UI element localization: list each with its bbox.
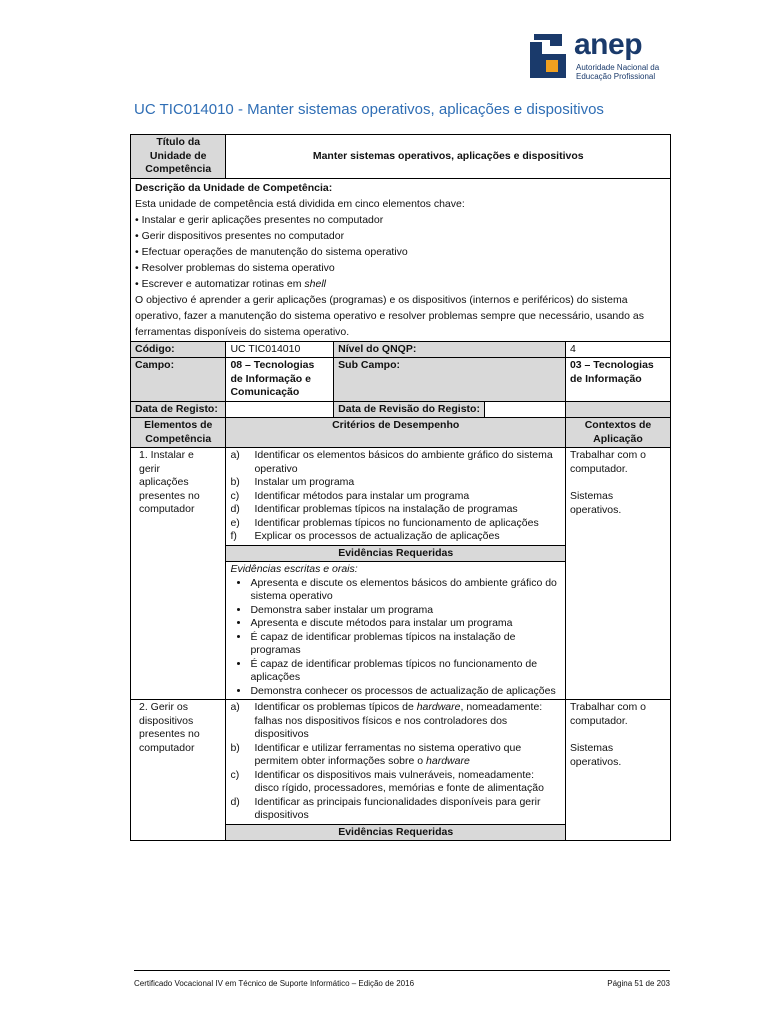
description-intro: Esta unidade de competência está dividida em cinco elementos chave: xyxy=(135,197,465,210)
footer-left: Certificado Vocacional IV em Técnico de Suporte Informático – Edição de 2016 xyxy=(134,979,415,988)
codigo-label: Código: xyxy=(131,341,226,358)
evidence-item: • Demonstra saber instalar um programa xyxy=(250,604,560,618)
key-element: • Gerir dispositivos presentes no computador xyxy=(135,229,345,242)
subcampo-value: 03 – Tecnologias de Informação xyxy=(565,358,670,402)
page-number: Página 51 de 203 xyxy=(607,979,670,988)
criterion: c) Identificar métodos para instalar um programa xyxy=(230,489,470,502)
campo-label: Campo: xyxy=(131,358,226,402)
data-registo-value xyxy=(226,401,334,418)
footer-divider xyxy=(134,970,670,971)
key-element: • Escrever e automatizar rotinas em shell xyxy=(135,277,327,290)
evidence-item: • Apresenta e discute métodos para instalar um programa xyxy=(250,617,560,631)
title-label: Título da Unidade de Competência xyxy=(131,135,226,179)
description-heading: Descrição da Unidade de Competência: xyxy=(135,181,333,194)
criterion: f) Explicar os processos de actualização de aplicações xyxy=(230,530,500,542)
element-2-contexts: Trabalhar com o computador. Sistemas operativos. xyxy=(565,700,670,841)
element-1-contexts: Trabalhar com o computador. Sistemas operativos. xyxy=(565,448,670,700)
key-element: • Efectuar operações de manutenção do sistema operativo xyxy=(135,245,408,258)
col-contextos: Contextos de Aplicação xyxy=(565,418,670,448)
element-2-criteria xyxy=(226,700,565,825)
element-1-label: 1. Instalar e gerir aplicações presentes no computador xyxy=(131,448,226,700)
key-element: • Instalar e gerir aplicações presentes no computador xyxy=(135,213,384,226)
subcampo-label: Sub Campo: xyxy=(334,358,566,402)
key-element: • Resolver problemas do sistema operativo xyxy=(135,261,335,274)
objective-text: O objectivo é aprender a gerir aplicações (programas) e os dispositivos (internos e periféricos) do sistema operativo, fazer a manutenção do sistema operativo e resolver problemas sempre que necessário, usando as ferramentas disponíveis do sistema operativo. xyxy=(135,293,644,338)
criterion: d) Identificar as principais funcionalidades disponíveis para gerir dispositivos xyxy=(230,795,541,821)
evidence-item: • Demonstra conhecer os processos de actualização de aplicações xyxy=(250,685,560,699)
data-registo-label: Data de Registo: xyxy=(131,401,226,418)
evidence-heading-2: Evidências Requeridas xyxy=(226,824,565,841)
data-revisao-value xyxy=(484,402,565,418)
page-title: UC TIC014010 - Manter sistemas operativos, aplicações e dispositivos xyxy=(134,101,604,118)
criterion: a) Identificar os elementos básicos do ambiente gráfico do sistema operativo xyxy=(230,449,553,475)
evidence-heading-1: Evidências Requeridas xyxy=(226,545,565,562)
evidence-item: • É capaz de identificar problemas típicos no funcionamento de aplicações xyxy=(250,658,560,685)
nivel-label: Nível do QNQP: xyxy=(334,341,566,358)
data-revisao-filler xyxy=(565,401,670,418)
element-1-criteria xyxy=(226,448,565,546)
col-elementos: Elementos de Competência xyxy=(131,418,226,448)
criterion: a) Identificar os problemas típicos de hardware, nomeadamente: falhas nos dispositivos físicos e nos controladores dos dispositivos xyxy=(230,701,543,740)
col-criterios: Critérios de Desempenho xyxy=(226,418,565,448)
description-cell xyxy=(131,178,671,341)
codigo-value: UC TIC014010 xyxy=(226,341,334,358)
element-2-label: 2. Gerir os dispositivos presentes no computador xyxy=(131,700,226,841)
criterion: d) Identificar problemas típicos na instalação de programas xyxy=(230,503,518,515)
anep-logo xyxy=(528,30,658,90)
data-revisao-label: Data de Revisão do Registo: xyxy=(334,401,566,418)
campo-value: 08 – Tecnologias de Informação e Comunicação xyxy=(226,358,334,402)
logo-name: anep xyxy=(574,28,643,61)
competence-table xyxy=(130,134,671,841)
title-value: Manter sistemas operativos, aplicações e dispositivos xyxy=(226,135,671,179)
nivel-value: 4 xyxy=(565,341,670,358)
criterion: c) Identificar os dispositivos mais vulneráveis, nomeadamente: disco rígido, processadores, memórias e fonte de alimentação xyxy=(230,768,544,794)
criterion: b) Identificar e utilizar ferramentas no sistema operativo que permitem obter informações sobre o hardware xyxy=(230,741,522,767)
evidence-item: • É capaz de identificar problemas típicos na instalação de programas xyxy=(250,631,560,658)
evidence-item: • Apresenta e discute os elementos básicos do ambiente gráfico do sistema operativo xyxy=(250,577,560,604)
element-1-evidence: Evidências escritas e orais: • Apresenta e discute os elementos básicos do ambiente gráfico do sistema operativo • Demonstra saber instalar um programa • Apresenta e discute métodos para instalar um programa • É capaz de identificar problemas típicos na instalação de programas • É capaz de identificar problemas típicos no funcionamento de aplicações • Demonstra conhecer os processos de actualização de aplicações xyxy=(226,562,565,700)
criterion: e) Identificar problemas típicos no funcionamento de aplicações xyxy=(230,516,539,529)
criterion: b) Instalar um programa xyxy=(230,476,355,488)
anep-logo-mark-icon xyxy=(528,32,568,80)
logo-subtitle: Autoridade Nacional da Educação Profissional xyxy=(576,63,660,81)
